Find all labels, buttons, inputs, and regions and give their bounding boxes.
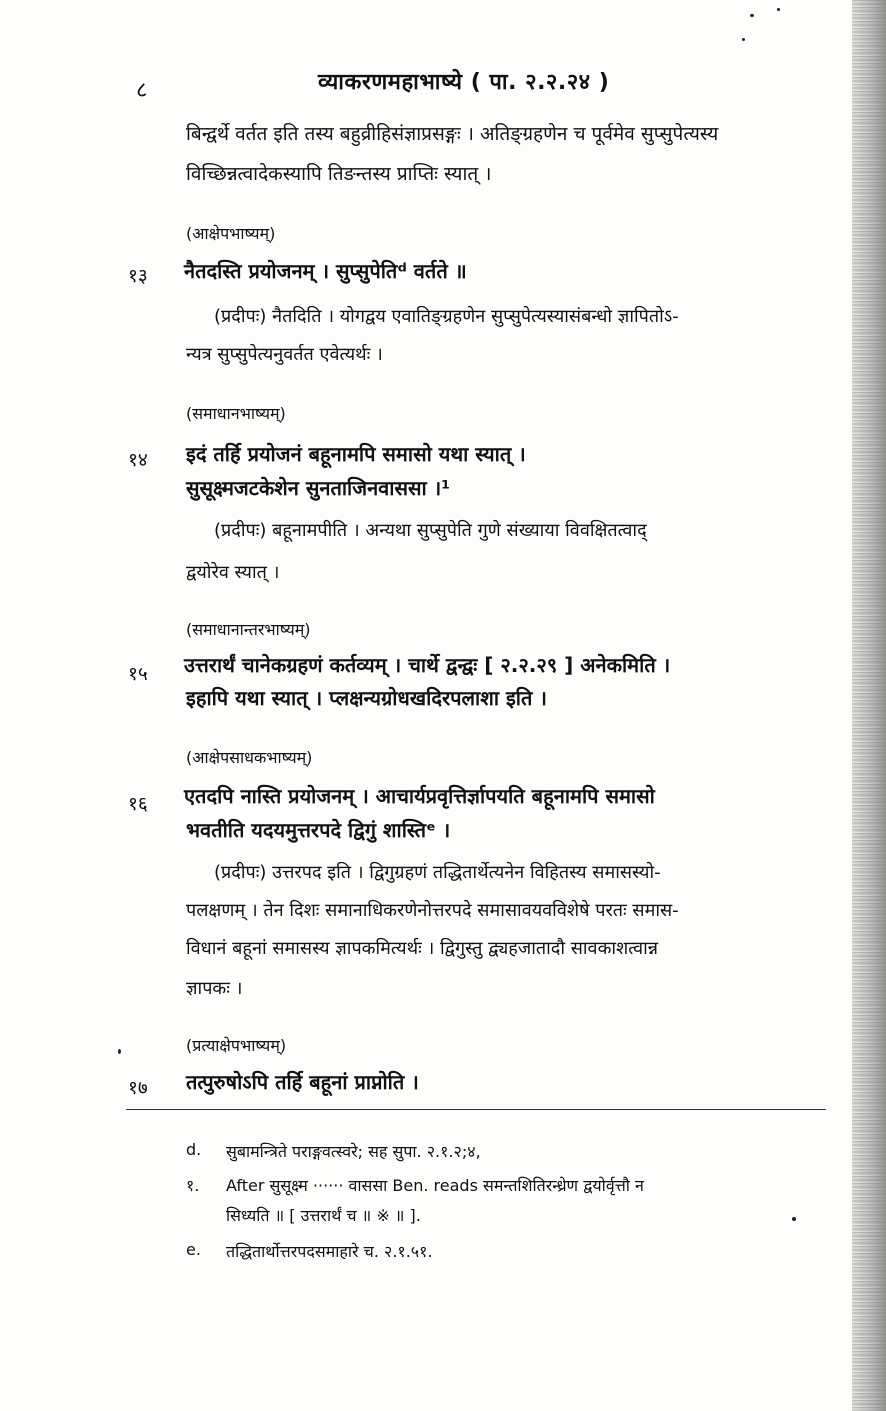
- scan-speck: [792, 1217, 796, 1221]
- sutra-number: १३: [128, 265, 148, 287]
- footnote-text: सुबामन्त्रिते पराङ्गवत्स्वरे; सह सुपा. २.१.२;४,: [226, 1142, 481, 1161]
- pradipa-line: ज्ञापकः ।: [186, 978, 243, 999]
- sutra-number: १४: [128, 449, 148, 471]
- pradipa-line: पलक्षणम् । तेन दिशः समानाधिकरणेनोत्तरपदे समासावयवविशेषे परतः समास-: [186, 900, 679, 921]
- sutra-number: १५: [128, 663, 148, 685]
- sutra-line: भवतीति यदयमुत्तरपदे द्विगुं शास्तिᵉ ।: [186, 818, 451, 842]
- footnote-mark: १.: [186, 1176, 200, 1195]
- sutra-line: इदं तर्हि प्रयोजनं बहूनामपि समासो यथा स्यात् ।: [186, 442, 526, 466]
- opening-line: बिन्द्वर्थे वर्तत इति तस्य बहुव्रीहिसंज्ञाप्रसङ्गः । अतिङ्ग्रहणेन च पूर्वमेव सुप्सुपेत्यस्य: [186, 123, 719, 145]
- pradipa-line: (प्रदीपः) उत्तरपद इति । द्विगुग्रहणं तद्धितार्थेत्यनेन विहितस्य समासस्यो-: [214, 862, 661, 883]
- scan-speck: [118, 1049, 121, 1054]
- pradipa-line: न्यत्र सुप्सुपेत्यनुवर्तत एवेत्यर्थः ।: [186, 344, 383, 365]
- footnote-rule: [126, 1109, 826, 1110]
- sutra-line: उत्तरार्थं चानेकग्रहणं कर्तव्यम् । चार्थे द्वन्द्वः [ २.२.२९ ] अनेकमिति ।: [184, 653, 671, 677]
- pradipa-line: (प्रदीपः) नैतदिति । योगद्वय एवातिङ्ग्रहणेन सुप्सुपेत्यस्यासंबन्धो ज्ञापितोऽ-: [214, 306, 679, 327]
- page-number: ८: [136, 78, 148, 103]
- opening-line: विच्छिन्नत्वादेकस्यापि तिङन्तस्य प्राप्तिः स्यात् ।: [186, 163, 492, 185]
- pradipa-line: (प्रदीपः) बहूनामपीति । अन्यथा सुप्सुपेति गुणे संख्याया विवक्षितत्वाद्: [214, 520, 647, 541]
- sutra-line: तत्पुरुषोऽपि तर्हि बहूनां प्राप्नोति ।: [186, 1070, 419, 1094]
- footnote-text: सिध्यति ॥ [ उत्तरार्थं च ॥ ※ ॥ ].: [226, 1206, 421, 1225]
- footnote-text: After सुसूक्ष्म ······ वाससा Ben. reads समन्तशितिरन्ध्रेण द्वयोर्वृत्तौ न: [226, 1176, 644, 1195]
- sutra-number: १६: [128, 793, 148, 815]
- scan-speck: [777, 8, 780, 11]
- sutra-line: नैतदस्ति प्रयोजनम् । सुप्सुपेतिᵈ वर्तते ॥: [184, 259, 467, 283]
- sutra-line: इहापि यथा स्यात् । प्लक्षन्यग्रोधखदिरपलाशा इति ।: [186, 686, 547, 710]
- footnote-text: तद्धितार्थोत्तरपदसमाहारे च. २.१.५१.: [226, 1242, 433, 1261]
- scan-speck: [742, 38, 745, 41]
- pradipa-line: विधानं बहूनां समासस्य ज्ञापकमित्यर्थः । द्विगुस्तु द्व्यहजातादौ सावकाशत्वान्न: [186, 938, 658, 959]
- section-heading: (समाधानभाष्यम्): [186, 404, 286, 423]
- scan-speck: [750, 14, 754, 17]
- sutra-line: सुसूक्ष्मजटकेशेन सुनताजिनवाससा ।¹: [186, 476, 450, 500]
- scan-edge-shadow: [852, 0, 886, 1411]
- section-heading: (प्रत्याक्षेपभाष्यम्): [186, 1036, 287, 1055]
- section-heading: (आक्षेपभाष्यम्): [186, 224, 276, 243]
- running-head: व्याकरणमहाभाष्ये ( पा. २.२.२४ ): [318, 70, 610, 95]
- pradipa-line: द्वयोरेव स्यात् ।: [186, 562, 280, 583]
- section-heading: (समाधानान्तरभाष्यम्): [186, 620, 311, 639]
- footnote-mark: d.: [186, 1140, 202, 1159]
- sutra-number: १७: [128, 1077, 148, 1099]
- section-heading: (आक्षेपसाधकभाष्यम्): [186, 748, 313, 767]
- sutra-line: एतदपि नास्ति प्रयोजनम् । आचार्यप्रवृत्तिर्ज्ञापयति बहूनामपि समासो: [184, 784, 655, 808]
- footnote-mark: e.: [186, 1240, 201, 1259]
